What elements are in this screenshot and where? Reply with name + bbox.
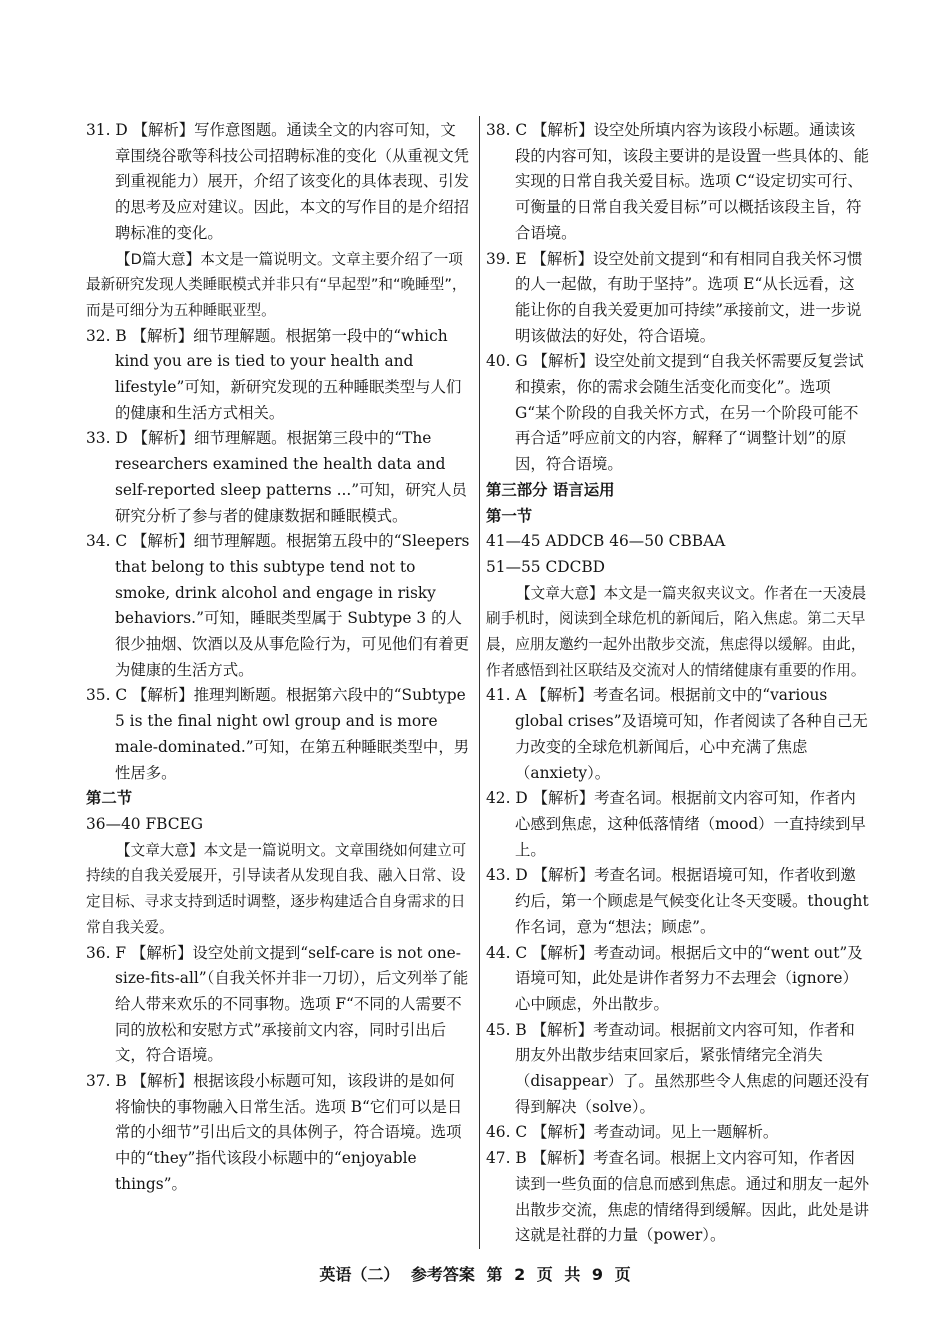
column-divider bbox=[479, 116, 480, 1249]
summary-paragraph: 【D篇大意】本文是一篇说明文。文章主要介绍了一项最新研究发现人类睡眠模式并非只有“早起型”和“晚睡型”，而是可细分为五种睡眠亚型。 bbox=[86, 250, 467, 319]
answer-item: 45. B 【解析】考查动词。根据前文内容可知，作者和朋友外出散步结束回家后，紧张情绪完全消失（disappear）了。虽然那些令人焦虑的问题还没有得到解决（solve）。 bbox=[486, 1020, 870, 1116]
answer-key-line: 51—55 CDCBD bbox=[486, 557, 605, 576]
answer-item: 38. C 【解析】设空处所填内容为该段小标题。通读该段的内容可知，该段主要讲的是设置一些具体的、能实现的日常自我关爱目标。选项 C“设定切实可行、可衡量的日常自我关爱目标”可以概括该段主旨，符合语境。 bbox=[486, 121, 869, 242]
answer-item: 31. D 【解析】写作意图题。通读全文的内容可知，文章围绕谷歌等科技公司招聘标准的变化（从重视文凭到重视能力）展开，介绍了该变化的具体表现、引发的思考及应对建议。因此，本文的写作目的是介绍招聘标准的变化。 bbox=[86, 121, 469, 242]
answer-item: 43. D 【解析】考查名词。根据语境可知，作者收到邀约后，第一个顾虑是气候变化让冬天变暖。thought 作名词，意为“想法；顾虑”。 bbox=[486, 866, 869, 936]
section-heading: 第二节 bbox=[86, 789, 133, 808]
answer-item: 33. D 【解析】细节理解题。根据第三段中的“The researchers examined the health data and self-reported sleep patterns ...”可知，研究人员研究分析了参与者的健康数据和睡眠模式。 bbox=[86, 429, 467, 525]
section-heading: 第三部分 语言运用 bbox=[486, 480, 615, 499]
answer-item: 47. B 【解析】考查名词。根据上文内容可知，作者因读到一些负面的信息而感到焦虑。通过和朋友一起外出散步交流，焦虑的情绪得到缓解。因此，此处是讲这就是社群的力量（power）。 bbox=[486, 1149, 869, 1245]
answer-key-line: 36—40 FBCEG bbox=[86, 814, 204, 833]
answer-item: 34. C 【解析】细节理解题。根据第五段中的“Sleepers that belong to this subtype tend not to smoke, drink alcohol and engage in risky behaviors.”可知，睡眠类型属于 Subtype 3 的人很少抽烟、饮酒以及从事危险行为，可见他们有着更为健康的生活方式。 bbox=[86, 532, 470, 679]
answer-item: 37. B 【解析】根据该段小标题可知，该段讲的是如何将愉快的事物融入日常生活。选项 B“它们可以是日常的小细节”引出后文的具体例子，符合语境。选项中的“they”指代该段小标题中的“enjoyable things”。 bbox=[86, 1072, 463, 1193]
answer-key-line: 41—45 ADDCB 46—50 CBBAA bbox=[486, 532, 726, 551]
page-footer: 英语（二） 参考答案 第 2 页 共 9 页 bbox=[319, 1265, 631, 1284]
answer-item: 42. D 【解析】考查名词。根据前文内容可知，作者内心感到焦虑，这种低落情绪（mood）一直持续到早上。 bbox=[486, 789, 866, 859]
answer-item: 40. G 【解析】设空处前文提到“自我关怀需要反复尝试和摸索，你的需求会随生活变化而变化”。选项 G“某个阶段的自我关怀方式，在另一个阶段可能不再合适”呼应前文的内容，解释了“调整计划”的原因，符合语境。 bbox=[486, 352, 864, 474]
section-heading: 第一节 bbox=[486, 506, 533, 525]
answer-item: 44. C 【解析】考查动词。根据后文中的“went out”及语境可知，此处是讲作者努力不去理会（ignore）心中顾虑，外出散步。 bbox=[486, 943, 863, 1013]
answer-item: 46. C 【解析】考查动词。见上一题解析。 bbox=[486, 1123, 779, 1142]
summary-paragraph: 【文章大意】本文是一篇说明文。文章围绕如何建立可持续的自我关爱展开，引导读者从发现自我、融入日常、设定目标、寻求支持到适时调整，逐步构建适合自身需求的日常自我关爱。 bbox=[86, 841, 467, 936]
answer-item: 36. F 【解析】设空处前文提到“self-care is not one-size-fits-all”（自我关怀并非一刀切），后文列举了能给人带来欢乐的不同事物。选项 F“不同的人需要不同的放松和安慰方式”承接前文内容，同时引出后文，符合语境。 bbox=[86, 943, 469, 1065]
answer-item: 35. C 【解析】推理判断题。根据第六段中的“Subtype 5 is the final night owl group and is more male-dominated.”可知，在第五种睡眠类型中，男性居多。 bbox=[86, 686, 470, 782]
left-column bbox=[86, 118, 470, 1198]
right-column bbox=[486, 118, 870, 1249]
answer-item: 41. A 【解析】考查名词。根据前文中的“various global crises”及语境可知，作者阅读了各种自己无力改变的全球危机新闻后，心中充满了焦虑（anxiety）。 bbox=[486, 686, 868, 782]
answer-item: 39. E 【解析】设空处前文提到“和有相同自我关怀习惯的人一起做，有助于坚持”。选项 E“从长远看，这能让你的自我关爱更加可持续”承接前文，进一步说明该做法的好处，符合语境。 bbox=[486, 249, 863, 345]
summary-paragraph: 【文章大意】本文是一篇夹叙夹议文。作者在一天凌晨刷手机时，阅读到全球危机的新闻后，陷入焦虑。第二天早晨，应朋友邀约一起外出散步交流，焦虑得以缓解。由此，作者感悟到社区联结及交流对人的情绪健康有重要的作用。 bbox=[486, 584, 867, 679]
answer-item: 32. B 【解析】细节理解题。根据第一段中的“which kind you are is tied to your health and lifestyle”可知，新研究发现的五种睡眠类型与人们的健康和生活方式相关。 bbox=[86, 326, 462, 422]
